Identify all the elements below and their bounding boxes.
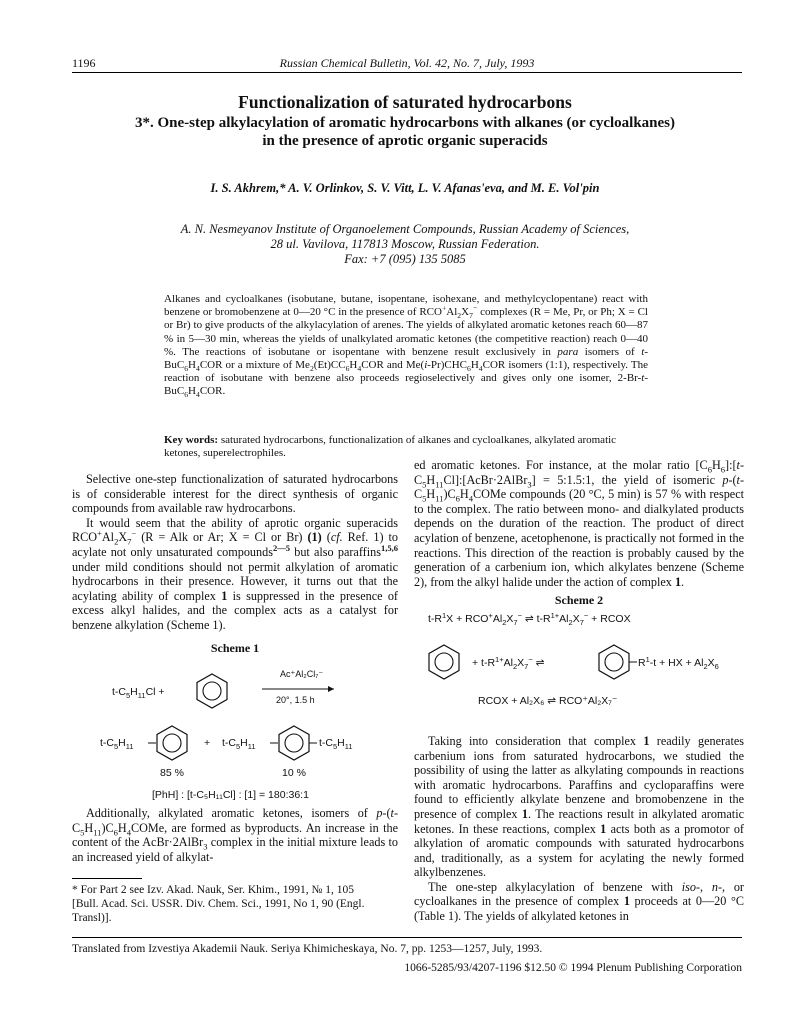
product-mono-substituent: $t-C_5H_{11}$ [100,737,134,752]
affiliation-line-2: 28 ul. Vavilova, 117813 Moscow, Russian Federation. [270,237,540,251]
scheme1-title: Scheme 1 [210,640,260,655]
body-paragraph: Taking into consideration that complex 1 readily generates carbenium ions from saturated hydrocarbons, we studied the possibility of using the latter as alkylating compounds in reactions with aromatic hydrocarbons. Paraffins and cycloparaffins were found to efficiently alkylate benzene and bromobenzene in the presence of complex 1. The reactions result in alkylated aromatic ketones. In these reactions, complex 1 acts both as a promotor of alkylation of aromatic compounds with saturated hydrocarbons and, traditionally, as a system for acylating the newly formed alkylbenzenes. [414,733,744,880]
affiliation-fax: Fax: +7 (095) 135 5085 [344,252,466,266]
benzene-ring-icon [279,726,309,760]
article-title: Functionalization of saturated hydrocarbons [238,92,572,112]
svg-text:+: + [204,737,211,750]
scheme2-eq1: $t-R^1X + RCO^+Al_2X_7^-$ ⇌ $t-R^{1+}Al_2X_7^-$ + RCOX [428,610,631,627]
journal-citation: Russian Chemical Bulletin, Vol. 42, No. 7, July, 1993 [279,56,535,70]
benzene-ring-icon [429,645,459,679]
scheme2-eq2-right: $R^1-t$ + HX + $Al_2X_6$ [638,654,719,671]
affiliation [40,222,770,267]
author-list: I. S. Akhrem,* A. V. Orlinkov, S. V. Vitt, L. V. Afanas'eva, and M. E. Vol'pin [210,181,600,195]
scheme1-reagent: Ac⁺Al₂Cl₇⁻ [280,669,324,680]
scheme1-conditions: 20°, 1.5 h [276,695,315,706]
affiliation-line-1: A. N. Nesmeyanov Institute of Organoelement Compounds, Russian Academy of Sciences, [180,222,630,236]
header-rule [72,72,742,73]
footnote-line-1: * For Part 2 see Izv. Akad. Nauk, Ser. Khim., 1991, № 1, 105 [72,884,355,896]
scheme2-title: Scheme 2 [554,593,604,608]
article-subtitle [40,114,770,150]
body-paragraph: The one-step alkylacylation of benzene with iso-, n-, or cycloalkanes in the presence of complex 1 proceeds at 0—20 °C (Table 1). The yields of alkylated ketones in [414,879,744,924]
keywords-label: Key words: [164,434,219,446]
scheme2-diagram [414,608,744,718]
scheme2-eq2-left: + $t-R^{1+}Al_2X_7^-$ ⇌ [472,654,545,671]
right-column [414,458,744,924]
body-paragraph: ed aromatic ketones. For instance, at the molar ratio $[C_6H_6]:[t-C_5H_{11}Cl]:[AcBr\cdot 2AlBr_3]$ = 5:1.5:1, the yield of isomeric $p-(t-C_5H_{11})C_6H_4COMe$ compounds (20 °C, 5 min) is 57 % with respect to the complex. The ratio between mono- and dialkylated products depends on the duration of the reaction. The product of direct acylation of benzene, acetophenone, is practically not formed in the reactions. This direction of the reaction is probably caused by the generation of a carbenium ion, which alkylates benzene (Scheme 2), from the alkyl halide under the action of complex 1. [414,458,744,589]
product-di-substituent-right: $t-C_5H_{11}$ [319,737,353,752]
footnote-rule [72,878,142,879]
left-column [72,472,398,865]
scheme1-ratio: [PhH] : [t-C₅H₁₁Cl] : [1] = 180:36:1 [152,789,309,801]
product-di-substituent-left: $t-C_5H_{11}$ [222,737,256,752]
footnote [72,883,398,925]
scheme1-diagram [72,655,398,800]
footnote-line-3: Transl)]. [72,912,112,924]
abstract: Alkanes and cycloalkanes (isobutane, butane, isopentane, isohexane, and methylcyclopentane) react with benzene or bromobenzene at 0—20 °C in the presence of $RCO^+Al_2X_7^-$ complexes (R = Me, Pr, or Ph; X = Cl or Br) to give products of the alkylacylation of arenes. The yields of alkylated aromatic ketones reach 60—87 % in 5—30 min, whereas the yields of unalkylated aromatic ketones (the competitive reaction) reach 0—40 %. The reactions of isobutane or isopentane with benzene result exclusively in para isomers of $t-BuC_6H_4COR$ or a mixture of $Me_2(Et)CC_6H_4COR$ and $Me(i-Pr)CHC_6H_4COR$ isomers (1:1), respectively. The reaction of isobutane with benzene also proceeds regioselectively and gives only one isomer, $2-Br-t-BuC_6H_4COR$. [164,293,649,400]
issn-line: 1066-5285/93/4207-1196 $12.50 © 1994 Plenum Publishing Corporation [404,962,742,974]
subtitle-line-1: 3*. One-step alkylacylation of aromatic hydrocarbons with alkanes (or cycloalkanes) [135,115,675,131]
bottom-rule [72,937,742,938]
body-paragraph: Additionally, alkylated aromatic ketones, isomers of $p-(t-C_5H_{11})C_6H_4COMe$, are formed as byproducts. An increase in the content of the AcBr·2AlBr$_3$ complex in the initial mixture leads to an increased yield of alkylat- [72,806,399,864]
footnote-line-2: [Bull. Acad. Sci. USSR. Div. Chem. Sci., 1991, No 1, 90 (Engl. [72,898,365,910]
keywords [164,434,648,460]
keywords-text: saturated hydrocarbons, functionalization of alkanes and cycloalkanes, alkylated aromatic ketones, superelectrophiles. [164,434,617,460]
body-paragraph: Selective one-step functionalization of saturated hydrocarbons is of considerable interest for the direct synthesis of organic compounds from available raw hydrocarbons. [72,472,398,516]
benzene-ring-icon [599,645,629,679]
yield-di: 10 % [282,767,306,780]
translation-note: Translated from Izvestiya Akademii Nauk. Seriya Khimicheskaya, No. 7, pp. 1253—1257, July, 1993. [72,943,543,955]
scheme2-eq3: RCOX + Al₂X₆ ⇌ RCO⁺Al₂X₇⁻ [478,694,618,707]
benzene-ring-icon [197,674,227,708]
body-paragraph: It would seem that the ability of aprotic organic superacids $RCO^+Al_2X_7^-$ (R = Alk or Ar; X = Cl or Br) (1) (cf. Ref. 1) to acylate not only unsaturated compounds$^{2—5}$ but also paraffins$^{1,5,6}$ under mild conditions should not permit alkylation of aromatic hydrocarbons in their presence. However, it turns out that the acylating ability of complex 1 is suppressed in the presence of excess alkyl halides, and the complex acts as a catalyst for benzene alkylation (Scheme 1). [72,515,399,632]
reactant-t-amyl-chloride: $t-C_5H_{11}Cl$ + [112,686,165,701]
arrow-head-icon [328,686,334,692]
subtitle-line-2: in the presence of aprotic organic superacids [262,133,548,149]
page-number: 1196 [72,56,96,70]
benzene-ring-icon [157,726,187,760]
yield-mono: 85 % [160,767,184,780]
